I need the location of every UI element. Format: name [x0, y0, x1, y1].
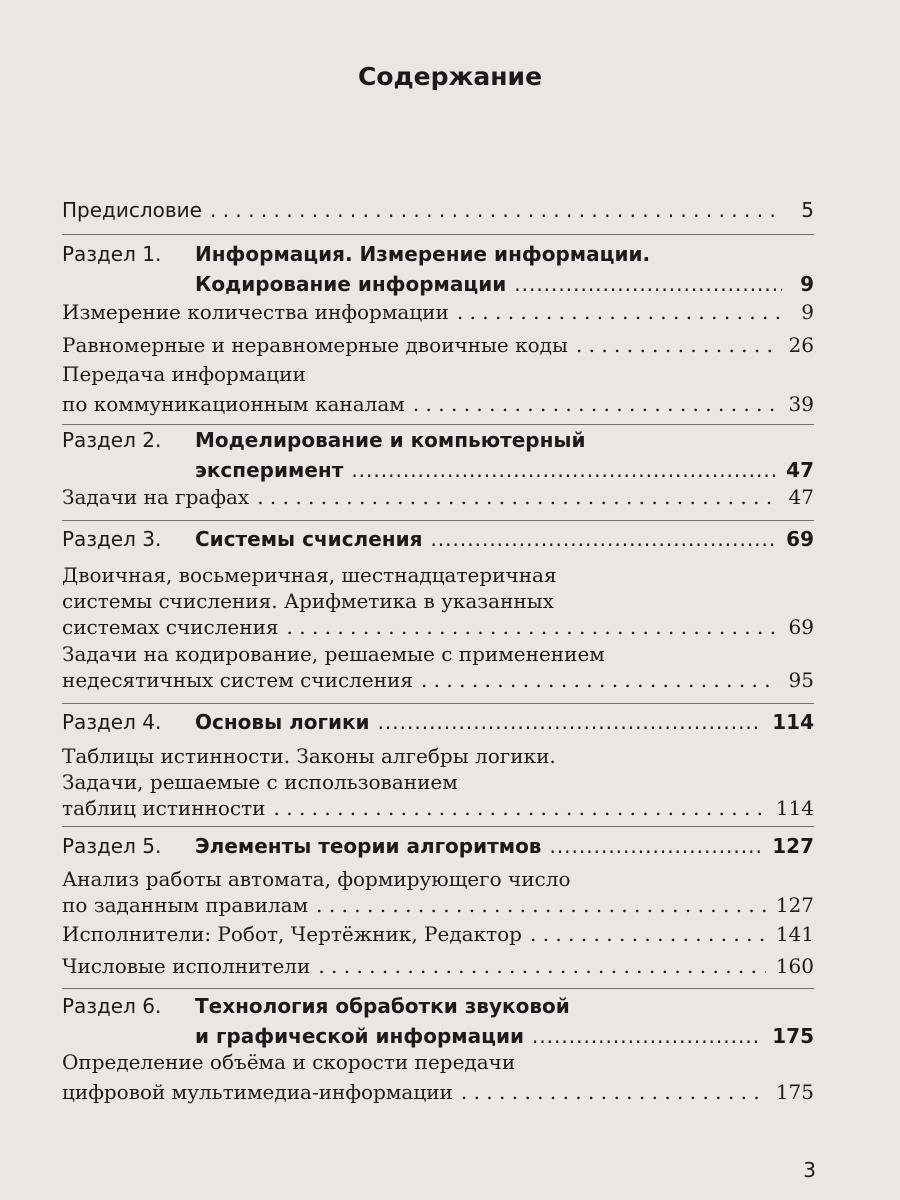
leader-dots	[457, 300, 782, 324]
leader-dots	[316, 893, 766, 917]
toc-section-2	[62, 428, 814, 484]
section-title-line: Технология обработки звуковой	[195, 994, 570, 1018]
toc-section-3	[62, 527, 814, 553]
item-title: Таблицы истинности. Законы алгебры логики.	[62, 744, 556, 768]
divider	[62, 234, 814, 235]
section-title-line: Кодирование информации	[195, 272, 507, 296]
page-ref: 160	[775, 954, 814, 978]
section-title-line: эксперимент	[195, 458, 344, 482]
toc-item	[62, 362, 814, 418]
item-title: Задачи на графах	[62, 485, 250, 509]
toc-item	[62, 300, 814, 326]
leader-dots	[413, 392, 779, 416]
leader-dots	[461, 1080, 766, 1104]
section-title-line: Основы логики	[195, 710, 370, 734]
divider	[62, 826, 814, 827]
section-prefix: Раздел 4.	[62, 710, 162, 734]
divider	[62, 424, 814, 425]
page-ref: 95	[788, 668, 814, 692]
toc-item	[62, 563, 814, 641]
leader-dots	[514, 272, 782, 296]
page-ref: 26	[788, 333, 814, 357]
section-prefix: Раздел 2.	[62, 428, 162, 452]
section-title-line: и графической информации	[195, 1024, 524, 1048]
toc-item	[62, 1050, 814, 1106]
page-ref: 9	[801, 300, 814, 324]
divider	[62, 703, 814, 704]
section-prefix: Раздел 1.	[62, 242, 162, 266]
section-title-line: Системы счисления	[195, 527, 423, 551]
leader-dots	[530, 922, 766, 946]
page-ref: 9	[800, 272, 814, 296]
leader-dots	[210, 198, 782, 222]
leader-dots	[576, 333, 779, 357]
leader-dots	[318, 954, 766, 978]
item-title: Анализ работы автомата, формирующего число	[62, 867, 571, 891]
page-ref: 175	[772, 1024, 814, 1048]
toc-item	[62, 485, 814, 511]
leader-dots	[421, 668, 779, 692]
page-ref: 127	[775, 893, 814, 917]
item-title: недесятичных систем счисления	[62, 668, 413, 692]
item-title: Передача информации	[62, 362, 306, 386]
toc-item	[62, 333, 814, 359]
page-ref: 69	[788, 615, 814, 639]
toc-section-4	[62, 710, 814, 736]
page-ref: 114	[775, 796, 814, 820]
leader-dots	[287, 615, 779, 639]
item-title: Исполнители: Робот, Чертёжник, Редактор	[62, 922, 522, 946]
section-title-line: Информация. Измерение информации.	[195, 242, 651, 266]
page-ref: 47	[786, 458, 814, 482]
toc-item	[62, 642, 814, 694]
item-title: системы счисления. Арифметика в указанных	[62, 589, 554, 613]
toc-item	[62, 867, 814, 919]
page-ref: 127	[772, 834, 814, 858]
item-title: Задачи на кодирование, решаемые с применением	[62, 642, 605, 666]
item-title: цифровой мультимедиа-информации	[62, 1080, 453, 1104]
item-title: Двоичная, восьмеричная, шестнадцатеричная	[62, 563, 557, 587]
item-title: системах счисления	[62, 615, 279, 639]
page-title: Содержание	[357, 62, 543, 91]
item-title: Числовые исполнители	[62, 954, 311, 978]
toc-section-5	[62, 834, 814, 860]
leader-dots	[549, 834, 762, 858]
item-title: Определение объёма и скорости передачи	[62, 1050, 516, 1074]
leader-dots	[257, 485, 778, 509]
page-ref: 69	[786, 527, 814, 551]
leader-dots	[532, 1024, 762, 1048]
leader-dots	[274, 796, 766, 820]
leader-dots	[351, 458, 776, 482]
page-ref: 175	[775, 1080, 814, 1104]
section-prefix: Раздел 6.	[62, 994, 162, 1018]
toc-item	[62, 922, 814, 948]
toc-section-6	[62, 994, 814, 1050]
toc-item	[62, 954, 814, 980]
item-title: Равномерные и неравномерные двоичные коды	[62, 333, 568, 357]
item-title: Задачи, решаемые с использованием	[62, 770, 458, 794]
divider	[62, 520, 814, 521]
item-title: по коммуникационным каналам	[62, 392, 405, 416]
item-title: таблиц истинности	[62, 796, 266, 820]
section-title-line: Моделирование и компьютерный	[195, 428, 586, 452]
toc-section-1	[62, 242, 814, 298]
item-title: Измерение количества информации	[62, 300, 449, 324]
leader-dots	[430, 527, 776, 551]
item-title: по заданным правилам	[62, 893, 309, 917]
page-ref: 114	[772, 710, 814, 734]
section-prefix: Раздел 3.	[62, 527, 162, 551]
page-ref: 47	[788, 485, 814, 509]
toc-item	[62, 744, 814, 822]
leader-dots	[378, 710, 763, 734]
page-ref: 39	[788, 392, 814, 416]
toc-entry-preface	[62, 198, 814, 224]
section-title-line: Элементы теории алгоритмов	[195, 834, 542, 858]
preface-label: Предисловие	[62, 198, 202, 222]
page-ref: 5	[801, 198, 814, 222]
page-ref: 141	[775, 922, 814, 946]
page-number: 3	[803, 1158, 816, 1182]
divider	[62, 988, 814, 989]
section-prefix: Раздел 5.	[62, 834, 162, 858]
